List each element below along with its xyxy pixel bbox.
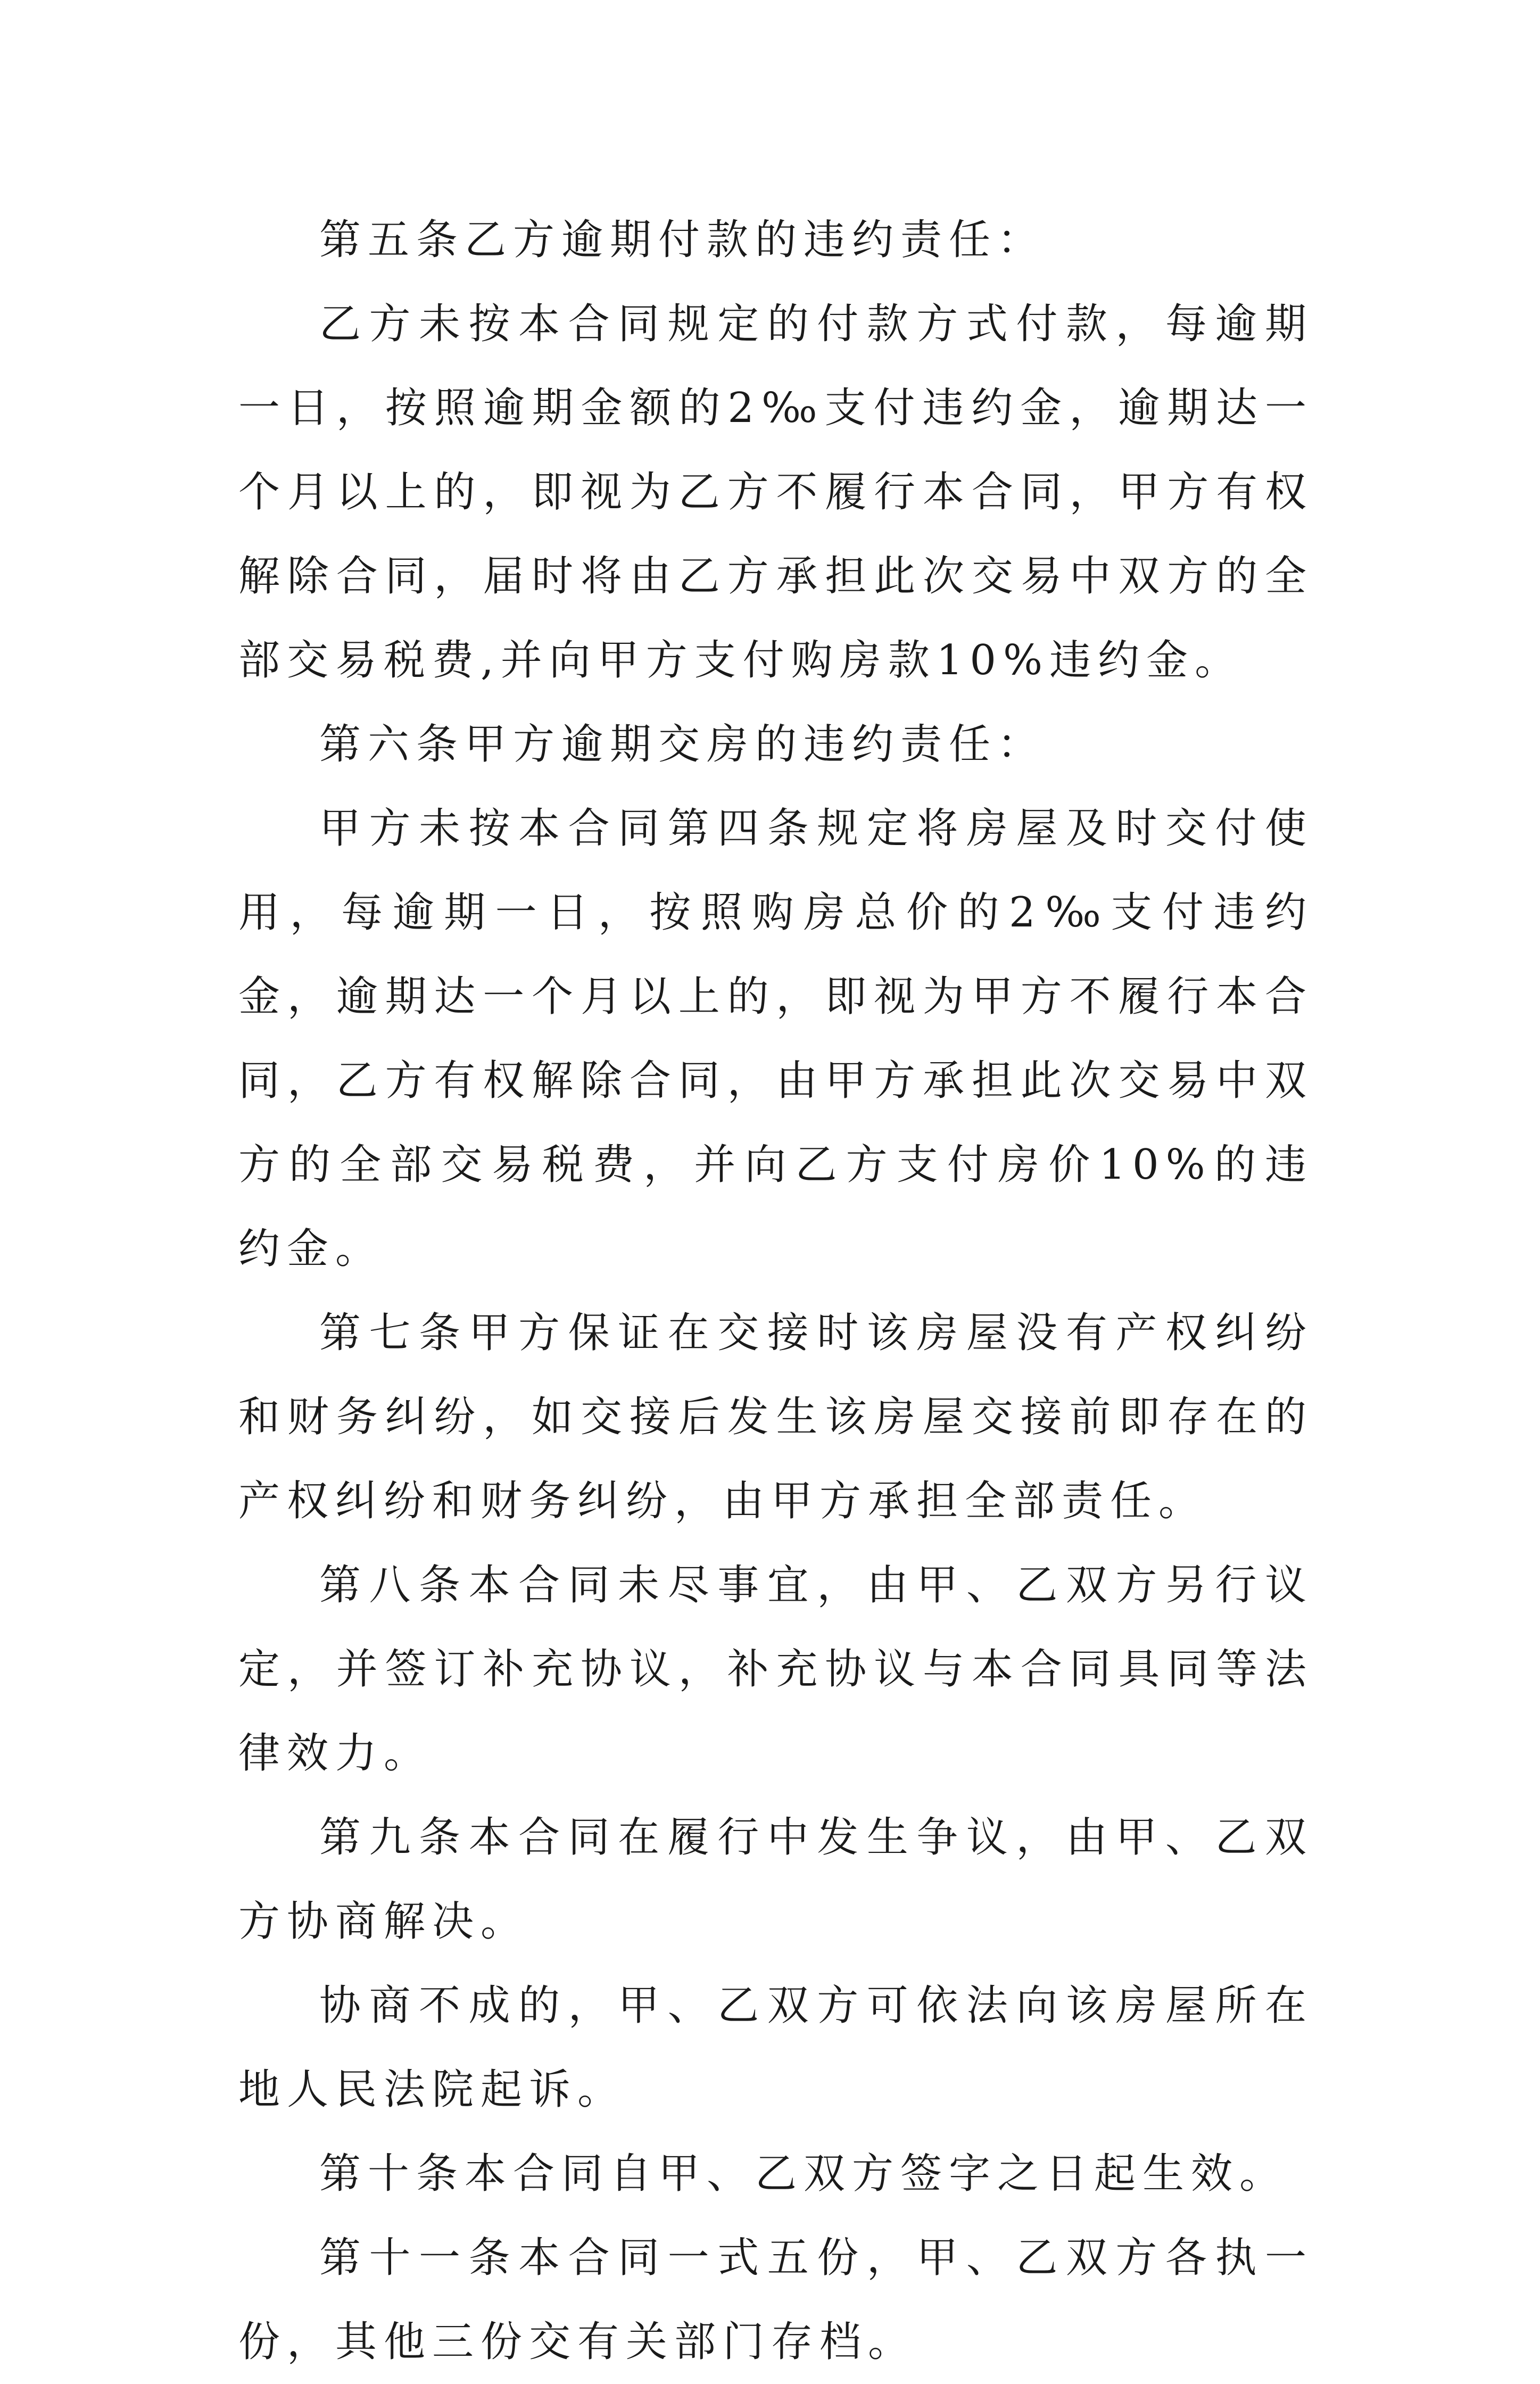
paragraph-article-5-body: 乙方未按本合同规定的付款方式付款，每逾期一日，按照逾期金额的2‰支付违约金，逾期达一个月以上的，即视为乙方不履行本合同，甲方有权解除合同，届时将由乙方承担此次交易中双方的全部交易税费,并向甲方支付购房款10%违约金。	[238, 300, 1313, 684]
paragraph-article-6-heading: 第六条甲方逾期交房的违约责任：	[319, 721, 1046, 768]
paragraph-article-9-continued: 协商不成的，甲、乙双方可依法向该房屋所在地人民法院起诉。	[238, 1982, 1313, 2114]
paragraph-article-10: 第十条本合同自甲、乙双方签字之日起生效。	[319, 2150, 1288, 2198]
paragraph-article-7: 第七条甲方保证在交接时该房屋没有产权纠纷和财务纠纷，如交接后发生该房屋交接前即存在的产权纠纷和财务纠纷，由甲方承担全部责任。	[238, 1309, 1313, 1525]
paragraph-article-11: 第十一条本合同一式五份，甲、乙双方各执一份，其他三份交有关部门存档。	[238, 2234, 1313, 2366]
paragraph-article-6-body: 甲方未按本合同第四条规定将房屋及时交付使用，每逾期一日，按照购房总价的2‰支付违约金，逾期达一个月以上的，即视为甲方不履行本合同，乙方有权解除合同，由甲方承担此次交易中双方的全部交易税费，并向乙方支付房价10%的违约金。	[238, 805, 1313, 1273]
paragraph-article-9: 第九条本合同在履行中发生争议，由甲、乙双方协商解决。	[238, 1814, 1313, 1946]
document-body	[238, 198, 1313, 2384]
paragraph-article-5-heading: 第五条乙方逾期付款的违约责任：	[319, 216, 1046, 264]
paragraph-article-8: 第八条本合同未尽事宜，由甲、乙双方另行议定，并签订补充协议，补充协议与本合同具同等法律效力。	[238, 1561, 1313, 1777]
